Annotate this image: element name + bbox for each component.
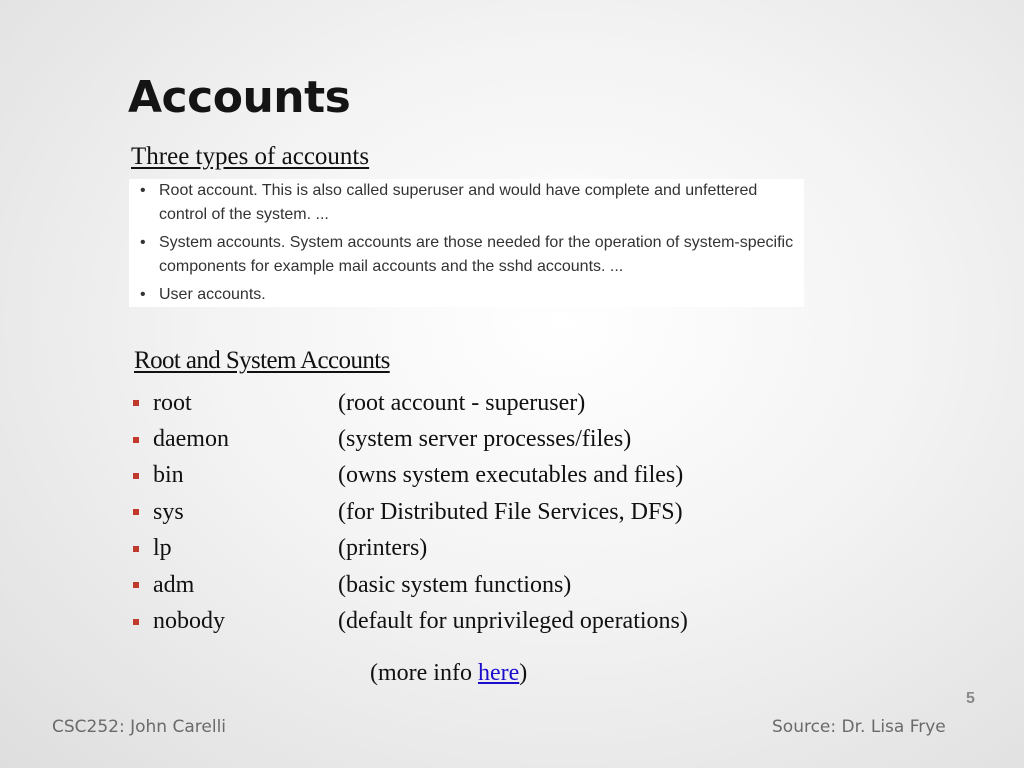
list-item xyxy=(129,231,804,279)
list-item xyxy=(129,283,804,307)
bullet-icon: • xyxy=(140,182,146,199)
list-item xyxy=(131,494,688,530)
types-heading: Three types of accounts xyxy=(131,143,370,170)
account-name: bin xyxy=(153,462,184,489)
account-name: adm xyxy=(153,571,195,598)
footer-author: CSC252: John Carelli xyxy=(52,717,227,737)
square-bullet-icon xyxy=(133,582,139,588)
square-bullet-icon xyxy=(133,509,139,515)
bullet-icon: • xyxy=(140,234,146,251)
account-description: (system server processes/files) xyxy=(338,426,632,453)
more-info-line xyxy=(370,660,527,687)
account-name: lp xyxy=(153,535,172,562)
account-description: (for Distributed File Services, DFS) xyxy=(338,498,683,525)
account-name: sys xyxy=(153,498,184,525)
account-description: (root account - superuser) xyxy=(338,389,586,416)
account-types-snippet xyxy=(129,179,804,307)
slide-title: Accounts xyxy=(128,72,351,123)
page-number: 5 xyxy=(966,690,975,707)
account-name: daemon xyxy=(153,426,229,453)
list-item-text: Root account. This is also called superuser and would have complete and unfettered control of the system. ... xyxy=(159,182,758,223)
account-types-list xyxy=(129,179,804,307)
account-description: (printers) xyxy=(338,535,428,562)
square-bullet-icon xyxy=(133,437,139,443)
square-bullet-icon xyxy=(133,473,139,479)
account-name: root xyxy=(153,389,192,416)
system-accounts-list xyxy=(131,385,688,640)
list-item xyxy=(131,567,688,603)
list-item xyxy=(131,603,688,639)
list-item xyxy=(131,458,688,494)
more-info-link[interactable]: here xyxy=(477,660,520,686)
more-info-prefix: (more info xyxy=(370,660,478,686)
list-item-text: System accounts. System accounts are those needed for the operation of system-specific components for example mail accounts and the sshd accounts. ... xyxy=(159,234,794,275)
account-name: nobody xyxy=(153,608,225,635)
square-bullet-icon xyxy=(133,619,139,625)
account-description: (owns system executables and files) xyxy=(338,462,684,489)
list-item xyxy=(131,385,688,421)
list-item xyxy=(131,421,688,457)
root-accounts-heading: Root and System Accounts xyxy=(134,347,390,374)
square-bullet-icon xyxy=(133,400,139,406)
account-description: (basic system functions) xyxy=(338,571,572,598)
list-item xyxy=(131,531,688,567)
list-item xyxy=(129,179,804,227)
account-description: (default for unprivileged operations) xyxy=(338,608,688,635)
square-bullet-icon xyxy=(133,546,139,552)
footer-source: Source: Dr. Lisa Frye xyxy=(772,717,946,737)
bullet-icon: • xyxy=(140,286,146,303)
more-info-suffix: ) xyxy=(519,660,528,686)
list-item-text: User accounts. xyxy=(159,286,266,303)
